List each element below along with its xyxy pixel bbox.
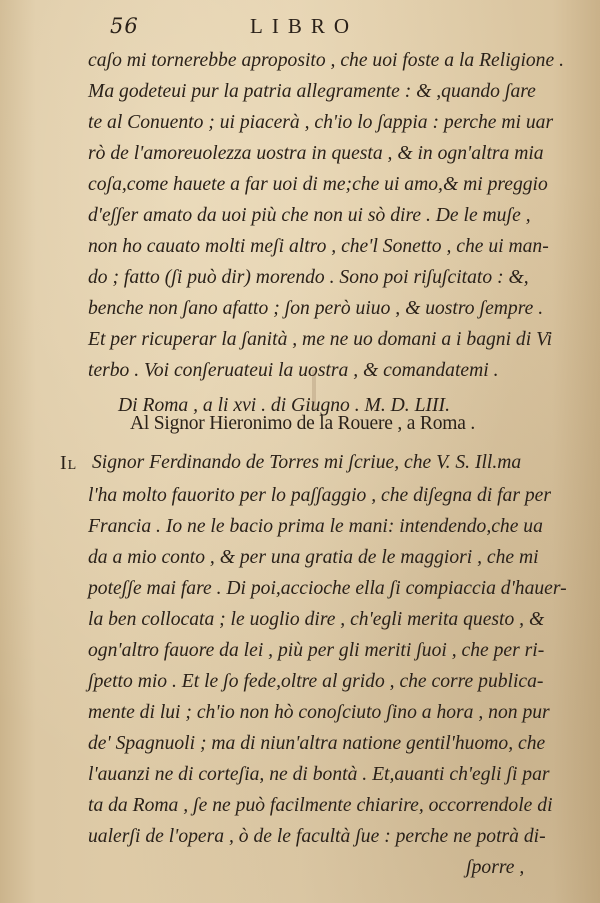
page-header: [0, 14, 600, 44]
text-line: mente di lui ; ch'io non hò conoʃciuto ʃino a hora , non pur: [88, 702, 550, 723]
text-line: caʃo mi tornerebbe aproposito , che uoi foste a la Religione .: [88, 50, 564, 71]
text-line: Signor Ferdinando de Torres mi ʃcriue, che V. S. Ill.ma: [92, 452, 522, 473]
text-line: te al Conuento ; ui piacerà , ch'io lo ʃappia : perche mi uar: [88, 112, 554, 133]
dateline: Di Roma , a li xvi . di Giugno . M. D. LIII.: [118, 395, 450, 416]
text-line: do ; fatto (ʃi può dir) morendo . Sono poi riʃuʃcitato : &,: [88, 267, 529, 288]
text-line: ta da Roma , ʃe ne può facilmente chiarire, occorrendole di: [88, 795, 553, 816]
initial-letter-capital: I: [60, 452, 68, 474]
text-line: ʃpetto mio . Et le ʃo fede,oltre al grido , che corre publica-: [88, 671, 544, 692]
text-line: ualerʃi de l'opera , ò de le facultà ʃue : perche ne potrà di-: [88, 826, 546, 847]
text-line: coʃa,come hauete a far uoi di me;che ui amo,& mi preggio: [88, 174, 548, 195]
page-number: 56: [110, 14, 139, 38]
initial-letter-rest: L: [67, 458, 78, 473]
text-line: rò de l'amoreuolezza uostra in questa , & in ogn'altra mia: [88, 143, 544, 164]
text-line: la ben collocata ; le uoglio dire , ch'egli merita questo , &: [88, 609, 545, 630]
text-line: de' Spagnuoli ; ma di niun'altra natione gentil'huomo, che: [88, 733, 546, 754]
running-head: LIBRO: [250, 14, 358, 38]
text-line: Ma godeteui pur la patria allegramente : & ,quando ʃare: [88, 81, 536, 102]
initial-letter: [60, 452, 77, 475]
text-line: benche non ʃano afatto ; ʃon però uiuo , & uostro ʃempre .: [88, 298, 544, 319]
text-line: l'auanzi ne di corteʃia, ne di bontà . Et,auanti ch'egli ʃi par: [88, 764, 550, 785]
text-line: poteʃʃe mai fare . Di poi,accioche ella ʃi compiaccia d'hauer-: [88, 578, 567, 599]
text-line: ogn'altro fauore da lei , più per gli meriti ʃuoi , che per ri-: [88, 640, 545, 661]
text-line: l'ha molto fauorito per lo paʃʃaggio , che diʃegna di far per: [88, 485, 551, 506]
text-line: terbo . Voi conʃeruateui la uostra , & comandatemi .: [88, 360, 499, 381]
text-line: Et per ricuperar la ʃanità , me ne uo domani a i bagni di Vi: [88, 329, 553, 350]
catchword: ʃporre ,: [466, 857, 525, 878]
text-line: Francia . Io ne le bacio prima le mani: intendendo,che ua: [88, 516, 543, 537]
text-line: d'eʃʃer amato da uoi più che non ui sò dire . De le muʃe ,: [88, 205, 531, 226]
text-line: non ho cauato molti meʃi altro , che'l Sonetto , che ui man-: [88, 236, 549, 257]
ink-smudge: [312, 370, 316, 410]
text-line: da a mio conto , & per una gratia de le maggiori , che mi: [88, 547, 539, 568]
letter-heading: Al Signor Hieronimo de la Rouere , a Roma .: [130, 413, 476, 434]
